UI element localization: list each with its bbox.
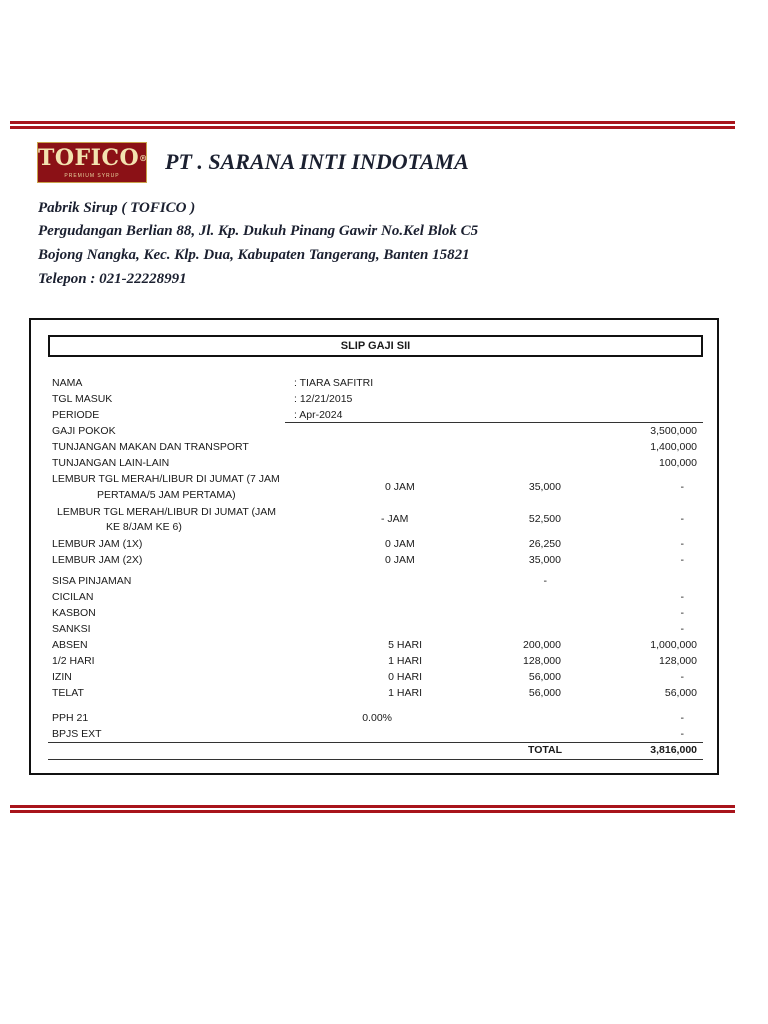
- row-total-half-hari: 128,000: [659, 655, 697, 667]
- row-qty-lembur-8: - JAM: [381, 513, 409, 525]
- row-total-absen: 1,000,000: [650, 639, 697, 651]
- row-total-pph21: -: [680, 712, 684, 724]
- row-total-telat: 56,000: [664, 687, 697, 699]
- info-label-periode: PERIODE: [52, 409, 100, 421]
- info-value-periode: : Apr-2024: [294, 409, 343, 421]
- row-qty-absen: 5 HARI: [388, 639, 422, 651]
- address-line-1: Pabrik Sirup ( TOFICO ): [38, 200, 196, 216]
- row-total-lembur-8: -: [680, 513, 684, 525]
- row-label-telat: TELAT: [52, 687, 84, 699]
- row-label-lembur-7-line1: LEMBUR TGL MERAH/LIBUR DI JUMAT (7 JAM: [52, 473, 280, 485]
- row-rate-lembur-2x: 35,000: [528, 554, 561, 566]
- row-label-lembur-7-line2: PERTAMA/5 JAM PERTAMA): [97, 489, 236, 501]
- slip-title: SLIP GAJI SII: [48, 335, 703, 357]
- row-rate-telat: 56,000: [528, 687, 561, 699]
- row-label-sanksi: SANKSI: [52, 623, 91, 635]
- info-value-nama: : TIARA SAFITRI: [294, 377, 374, 389]
- row-qty-lembur-1x: 0 JAM: [385, 538, 415, 550]
- row-total-gaji-pokok: 3,500,000: [650, 425, 697, 437]
- row-total-bpjs: -: [680, 728, 684, 740]
- row-label-izin: IZIN: [52, 671, 72, 683]
- total-value: 3,816,000: [650, 744, 697, 756]
- row-total-kasbon: -: [680, 607, 684, 619]
- address-line-3: Bojong Nangka, Kec. Klp. Dua, Kabupaten Tangerang, Banten 15821: [38, 247, 470, 263]
- address-line-4: Telepon : 021-22228991: [38, 271, 187, 287]
- row-total-tunjangan-lain: 100,000: [659, 457, 697, 469]
- total-underline: [48, 759, 703, 760]
- bottom-rule: [10, 805, 735, 813]
- total-divider: [48, 742, 703, 743]
- tofico-logo: TOFICO® PREMIUM SYRUP: [37, 142, 147, 183]
- company-name: PT . SARANA INTI INDOTAMA: [165, 149, 469, 174]
- row-label-half-hari: 1/2 HARI: [52, 655, 95, 667]
- row-label-tunjangan-makan: TUNJANGAN MAKAN DAN TRANSPORT: [52, 441, 249, 453]
- info-label-tgl-masuk: TGL MASUK: [52, 393, 113, 405]
- row-label-bpjs: BPJS EXT: [52, 728, 102, 740]
- row-label-pph21: PPH 21: [52, 712, 89, 724]
- row-rate-sisa-pinjaman: -: [543, 575, 547, 587]
- row-total-tunjangan-makan: 1,400,000: [650, 441, 697, 453]
- row-label-sisa-pinjaman: SISA PINJAMAN: [52, 575, 132, 587]
- row-total-lembur-1x: -: [680, 538, 684, 550]
- row-label-cicilan: CICILAN: [52, 591, 94, 603]
- row-qty-izin: 0 HARI: [388, 671, 422, 683]
- row-rate-lembur-8: 52,500: [528, 513, 561, 525]
- row-total-lembur-2x: -: [680, 554, 684, 566]
- row-rate-half-hari: 128,000: [523, 655, 561, 667]
- info-divider: [285, 422, 703, 423]
- row-label-gaji-pokok: GAJI POKOK: [52, 425, 116, 437]
- info-value-tgl-masuk: : 12/21/2015: [294, 393, 353, 405]
- row-label-tunjangan-lain: TUNJANGAN LAIN-LAIN: [52, 457, 170, 469]
- row-qty-lembur-2x: 0 JAM: [385, 554, 415, 566]
- row-qty-half-hari: 1 HARI: [388, 655, 422, 667]
- row-total-cicilan: -: [680, 591, 684, 603]
- row-total-izin: -: [680, 671, 684, 683]
- row-label-lembur-8-line2: KE 8/JAM KE 6): [106, 521, 182, 533]
- row-qty-pph21: 0.00%: [362, 712, 392, 724]
- row-qty-lembur-7: 0 JAM: [385, 481, 415, 493]
- row-rate-absen: 200,000: [523, 639, 561, 651]
- row-qty-telat: 1 HARI: [388, 687, 422, 699]
- row-label-absen: ABSEN: [52, 639, 88, 651]
- row-label-lembur-2x: LEMBUR JAM (2X): [52, 554, 143, 566]
- row-label-kasbon: KASBON: [52, 607, 96, 619]
- row-rate-izin: 56,000: [528, 671, 561, 683]
- row-rate-lembur-1x: 26,250: [528, 538, 561, 550]
- row-total-lembur-7: -: [680, 481, 684, 493]
- info-label-nama: NAMA: [52, 377, 83, 389]
- address-line-2: Pergudangan Berlian 88, Jl. Kp. Dukuh Pinang Gawir No.Kel Blok C5: [38, 223, 479, 239]
- top-rule: [10, 121, 735, 129]
- total-label: TOTAL: [528, 744, 563, 756]
- row-rate-lembur-7: 35,000: [528, 481, 561, 493]
- row-label-lembur-8-line1: LEMBUR TGL MERAH/LIBUR DI JUMAT (JAM: [57, 506, 276, 518]
- row-total-sanksi: -: [680, 623, 684, 635]
- row-label-lembur-1x: LEMBUR JAM (1X): [52, 538, 143, 550]
